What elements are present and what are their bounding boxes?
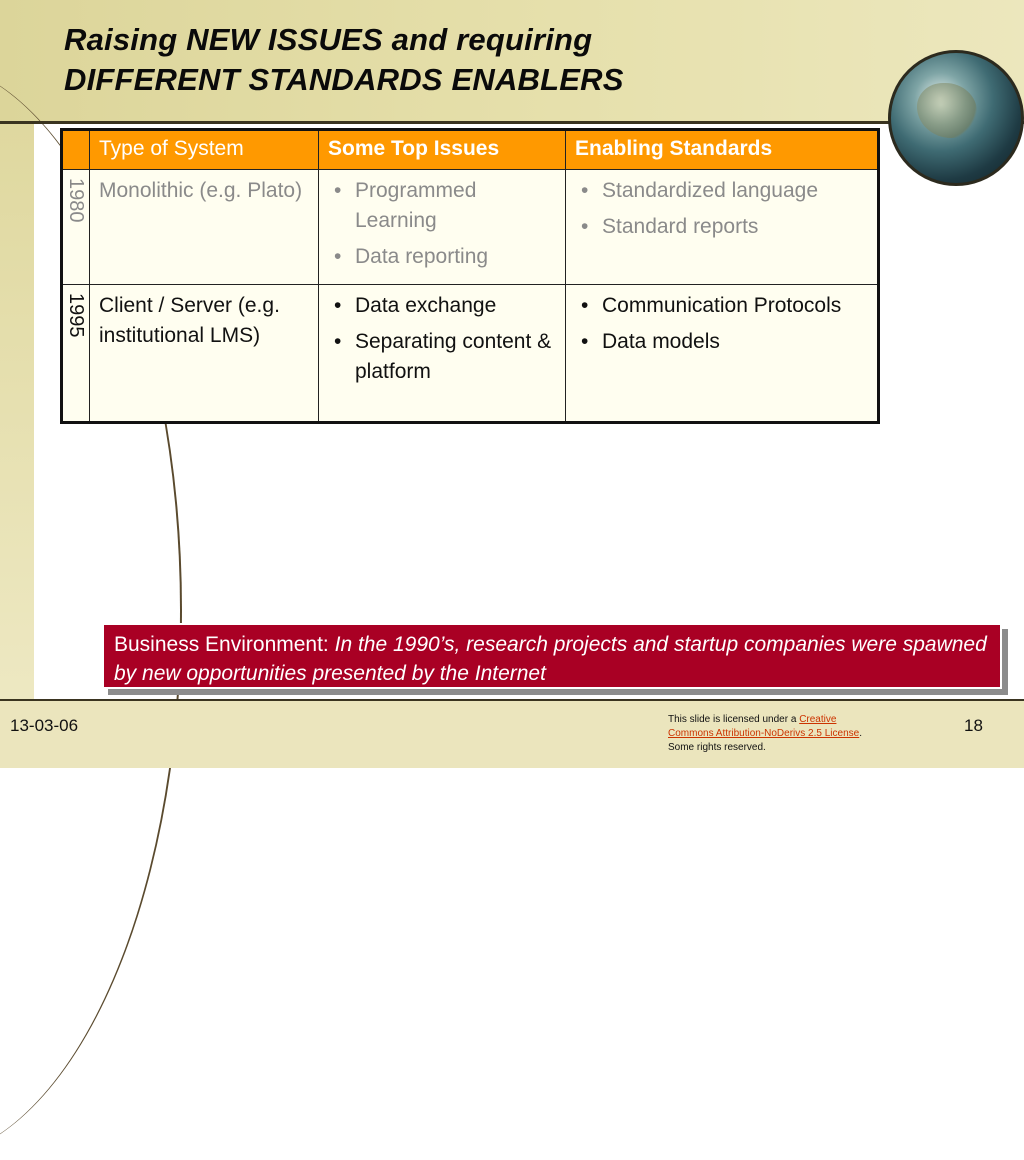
header-type-of-system: Type of System <box>90 130 319 170</box>
slide-title <box>64 20 624 100</box>
list-item: • Standard reports <box>575 212 868 242</box>
standards-cell <box>566 170 879 285</box>
license-suffix: . Some rights reserved. <box>668 728 862 753</box>
year-cell-1995 <box>62 285 90 423</box>
system-cell: Client / Server (e.g. institutional LMS) <box>90 285 319 423</box>
table-row <box>62 285 879 423</box>
header-corner-cell <box>62 130 90 170</box>
footer-rule <box>0 699 1024 701</box>
standards-list <box>575 176 868 242</box>
issues-list <box>328 176 556 272</box>
list-item: • Standardized language <box>575 176 868 206</box>
globe-land-shape <box>917 83 977 138</box>
globe-icon <box>888 50 1024 186</box>
system-cell: Monolithic (e.g. Plato) <box>90 170 319 285</box>
license-notice <box>668 713 878 755</box>
title-line-1: Raising NEW ISSUES and requiring <box>64 22 593 57</box>
list-item: • Programmed Learning <box>328 176 556 236</box>
systems-table <box>60 128 880 424</box>
license-prefix: This slide is licensed under a <box>668 714 800 725</box>
title-line-2: DIFFERENT STANDARDS ENABLERS <box>64 62 624 97</box>
year-cell-1980 <box>62 170 90 285</box>
list-item: • Separating content & platform <box>328 327 556 387</box>
header-top-issues: Some Top Issues <box>319 130 566 170</box>
table-row <box>62 170 879 285</box>
list-item: • Communication Protocols <box>575 291 868 321</box>
page-number: 18 <box>964 716 983 735</box>
standards-cell <box>566 285 879 423</box>
issues-cell <box>319 285 566 423</box>
header-enabling-standards: Enabling Standards <box>566 130 879 170</box>
list-item: • Data reporting <box>328 242 556 272</box>
standards-list <box>575 291 868 357</box>
license-link[interactable]: Creative Commons Attribution-NoDerivs 2.5 License <box>668 714 860 739</box>
issues-list <box>328 291 556 387</box>
header-rule <box>0 121 1024 124</box>
issues-cell <box>319 170 566 285</box>
table-header-row <box>62 130 879 170</box>
list-item: • Data exchange <box>328 291 556 321</box>
slide-date: 13-03-06 <box>10 716 79 735</box>
callout-text: In the 1990’s, research projects and startup companies were spawned by new opportunities presented by the Internet <box>114 633 987 685</box>
year-label: 1980 <box>65 178 87 223</box>
year-label: 1995 <box>65 293 87 338</box>
list-item: • Data models <box>575 327 868 357</box>
callout-label: Business Environment: <box>114 633 329 656</box>
business-environment-callout <box>102 623 1002 689</box>
